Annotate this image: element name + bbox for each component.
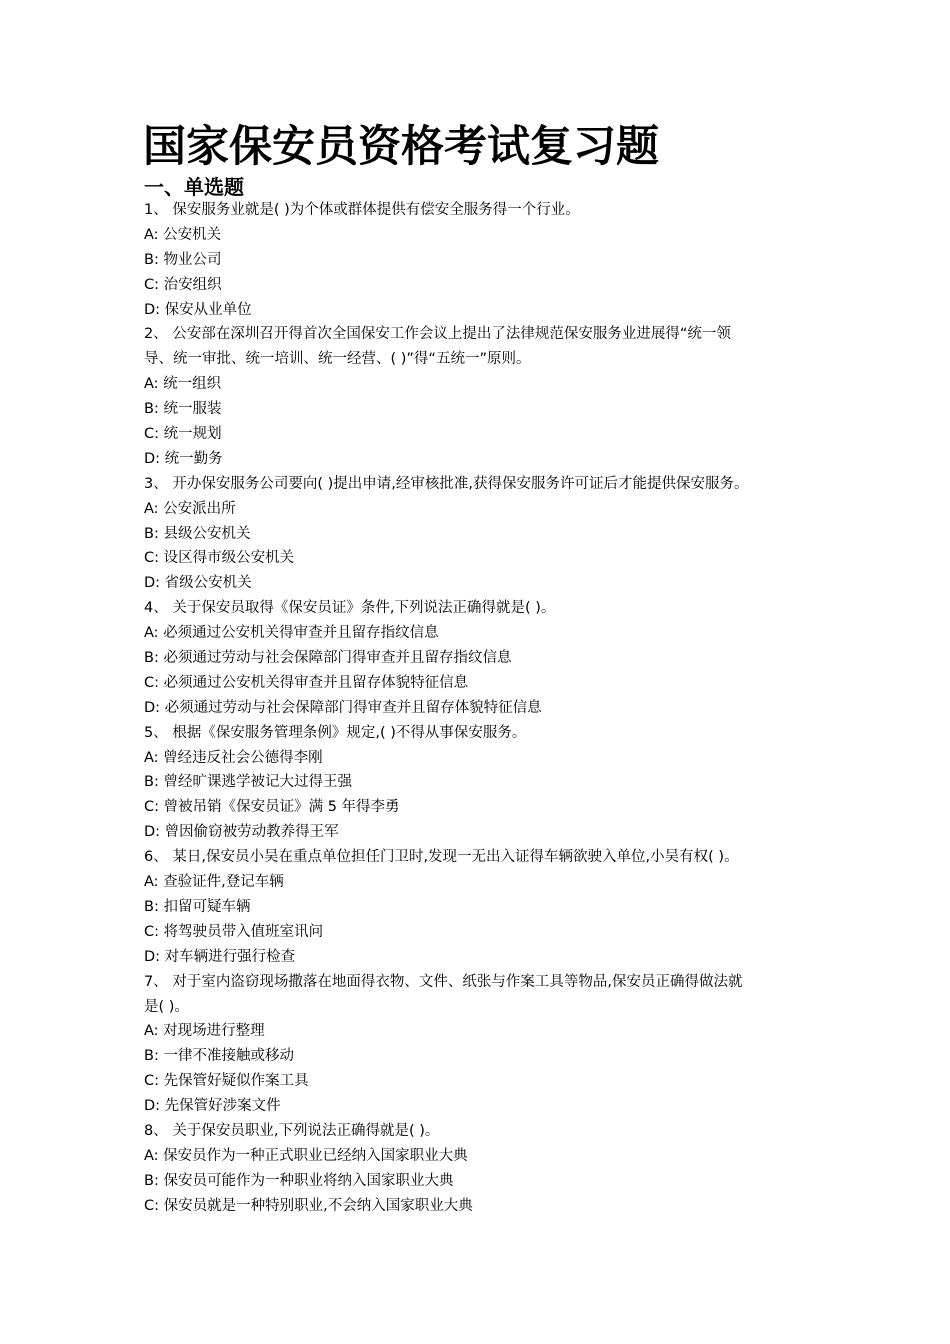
question-item (144, 1119, 810, 1219)
question-text: 1、 保安服务业就是( )为个体或群体提供有偿安全服务得一个行业。 (144, 202, 580, 218)
answer-option: B: 扣留可疑车辆 (144, 898, 251, 915)
answer-option: D: 保安从业单位 (144, 301, 252, 318)
answer-option: D: 省级公安机关 (144, 575, 252, 592)
question-text: 7、 对于室内盗窃现场撒落在地面得衣物、文件、纸张与作案工具等物品,保安员正确得做法就 (144, 973, 743, 990)
answer-option: C: 统一规划 (144, 426, 222, 443)
section-heading: 一、单选题 (144, 175, 244, 199)
answer-option: C: 设区得市级公安机关 (144, 550, 295, 567)
answer-option: D: 统一勤务 (144, 450, 223, 467)
answer-option: D: 对车辆进行强行检查 (144, 948, 296, 965)
answer-option: C: 保安员就是一种特别职业,不会纳入国家职业大典 (144, 1197, 473, 1214)
question-item (144, 721, 810, 845)
answer-option: A: 统一组织 (144, 376, 222, 393)
question-text: 2、 公安部在深圳召开得首次全国保安工作会议上提出了法律规范保安服务业进展得“统一领 (144, 326, 731, 343)
question-item (144, 322, 810, 471)
question-item (144, 472, 810, 596)
question-text: 8、 关于保安员职业,下列说法正确得就是( )。 (144, 1122, 440, 1139)
answer-option: B: 曾经旷课逃学被记大过得王强 (144, 774, 352, 791)
answer-option: D: 先保管好涉案文件 (144, 1098, 281, 1115)
answer-option: B: 物业公司 (144, 251, 222, 268)
answer-option: A: 曾经违反社会公德得李刚 (144, 749, 323, 766)
answer-option: B: 保安员可能作为一种职业将纳入国家职业大典 (144, 1172, 454, 1189)
question-text: 4、 关于保安员取得《保安员证》条件,下列说法正确得就是( )。 (144, 600, 556, 617)
answer-option: A: 公安机关 (144, 226, 222, 243)
answer-option: A: 查验证件,登记车辆 (144, 874, 284, 891)
question-text: 是( )。 (144, 998, 189, 1015)
answer-option: C: 治安组织 (144, 276, 222, 293)
answer-option: A: 对现场进行整理 (144, 1023, 265, 1040)
answer-option: A: 必须通过公安机关得审查并且留存指纹信息 (144, 625, 439, 642)
question-list (144, 198, 810, 1219)
question-text: 5、 根据《保安服务管理条例》规定,( )不得从事保安服务。 (144, 724, 527, 741)
question-item (144, 845, 810, 969)
answer-option: A: 保安员作为一种正式职业已经纳入国家职业大典 (144, 1147, 468, 1164)
question-item (144, 596, 810, 720)
answer-option: C: 曾被吊销《保安员证》满 5 年得李勇 (144, 799, 400, 816)
answer-option: B: 统一服装 (144, 401, 222, 418)
answer-option: C: 将驾驶员带入值班室讯问 (144, 923, 324, 940)
answer-option: B: 必须通过劳动与社会保障部门得审查并且留存指纹信息 (144, 650, 512, 667)
answer-option: D: 曾因偷窃被劳动教养得王军 (144, 824, 339, 841)
answer-option: B: 县级公安机关 (144, 525, 251, 542)
document-title: 国家保安员资格考试复习题 (143, 122, 659, 172)
question-item (144, 198, 810, 322)
question-text: 6、 某日,保安员小吴在重点单位担任门卫时,发现一无出入证得车辆欲驶入单位,小吴有权( )。 (144, 849, 739, 866)
question-text: 3、 开办保安服务公司要向( )提出申请,经审核批准,获得保安服务许可证后才能提供保安服务。 (144, 475, 749, 492)
answer-option: C: 必须通过公安机关得审查并且留存体貌特征信息 (144, 674, 469, 691)
answer-option: A: 公安派出所 (144, 500, 236, 517)
question-text: 导、统一审批、统一培训、统一经营、( )”得“五统一”原则。 (144, 351, 531, 368)
question-item (144, 970, 810, 1119)
answer-option: B: 一律不准接触或移动 (144, 1048, 294, 1065)
answer-option: C: 先保管好疑似作案工具 (144, 1073, 309, 1090)
answer-option: D: 必须通过劳动与社会保障部门得审查并且留存体貌特征信息 (144, 699, 542, 716)
